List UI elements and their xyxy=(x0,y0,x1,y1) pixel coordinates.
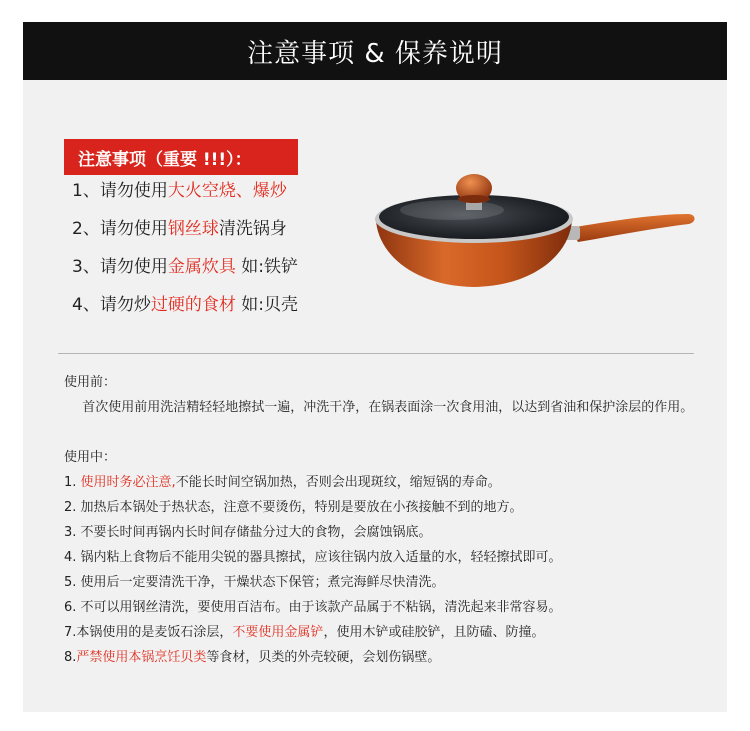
usage-item-number: 6. xyxy=(64,600,81,615)
warning-item xyxy=(72,254,298,292)
warning-item xyxy=(72,216,298,254)
warning-item xyxy=(72,292,298,330)
during-use-list xyxy=(64,470,704,670)
handle-shape xyxy=(570,214,695,242)
usage-item-text: 不能长时间空锅加热，否则会出现斑纹，缩短锅的寿命。 xyxy=(175,475,501,490)
usage-item-number: 4. xyxy=(64,550,81,565)
warning-item-number: 1、 xyxy=(72,181,100,201)
usage-item-highlight: 使用时务必注意, xyxy=(80,475,176,490)
warning-item-text: 请勿使用 xyxy=(99,219,168,239)
usage-item xyxy=(64,520,704,545)
usage-item-text: ，使用木铲或硅胶铲，且防磕、防撞。 xyxy=(323,625,545,640)
warning-item-text: 如:铁铲 xyxy=(235,257,298,277)
warning-item-text: 请勿使用 xyxy=(99,181,168,201)
usage-item xyxy=(64,645,704,670)
page-title: 注意事项 & 保养说明 xyxy=(247,38,503,69)
knob-base xyxy=(458,195,490,203)
usage-item-number: 7. xyxy=(64,625,77,640)
warning-item-text: 如:贝壳 xyxy=(235,295,298,315)
page-header xyxy=(23,22,727,80)
usage-item-text: 不可以用钢丝清洗，要使用百洁布。由于该款产品属于不粘锅，清洗起来非常容易。 xyxy=(80,600,562,615)
usage-item-text: 使用后一定要清洗干净，干燥状态下保管；煮完海鲜尽快清洗。 xyxy=(80,575,445,590)
usage-item-text: 不要长时间再锅内长时间存储盐分过大的食物，会腐蚀锅底。 xyxy=(80,525,432,540)
warning-item-text: 请勿炒 xyxy=(99,295,151,315)
usage-item-text: 锅内粘上食物后不能用尖锐的器具擦拭，应该往锅内放入适量的水，轻轻擦拭即可。 xyxy=(80,550,562,565)
usage-item-text: 等食材，贝类的外壳较硬，会划伤锅壁。 xyxy=(206,650,441,665)
usage-item xyxy=(64,470,704,495)
warning-item-highlight: 钢丝球 xyxy=(167,219,219,239)
usage-item-text: 本锅使用的是麦饭石涂层， xyxy=(76,625,233,640)
warning-badge-label: 注意事项（重要 !!!）： xyxy=(78,149,252,170)
warning-item-highlight: 过硬的食材 xyxy=(150,295,236,315)
usage-item xyxy=(64,545,704,570)
usage-item-text: 加热后本锅处于热状态，注意不要烫伤，特别是要放在小孩接触不到的地方。 xyxy=(80,500,523,515)
usage-item-number: 5. xyxy=(64,575,81,590)
warning-item-text: 请勿使用 xyxy=(99,257,168,277)
usage-item-number: 8. xyxy=(64,650,77,665)
warning-item-highlight: 大火空烧、爆炒 xyxy=(167,181,287,201)
usage-item xyxy=(64,595,704,620)
usage-item-number: 3. xyxy=(64,525,81,540)
usage-item-number: 2. xyxy=(64,500,81,515)
usage-item-number: 1. xyxy=(64,475,81,490)
warning-item-number: 3、 xyxy=(72,257,100,277)
usage-item-highlight: 不要使用金属铲 xyxy=(232,625,324,640)
care-instructions xyxy=(64,370,704,670)
warning-item-text: 清洗锅身 xyxy=(218,219,287,239)
warning-item-number: 4、 xyxy=(72,295,100,315)
warning-item-number: 2、 xyxy=(72,219,100,239)
warning-item-highlight: 金属炊具 xyxy=(167,257,236,277)
usage-item xyxy=(64,570,704,595)
before-use-title: 使用前： xyxy=(64,375,117,390)
during-use-title: 使用中： xyxy=(64,450,117,465)
section-divider xyxy=(58,353,694,354)
before-use-text: 首次使用前用洗洁精轻轻地擦拭一遍，冲洗干净，在锅表面涂一次食用油，以达到省油和保护涂层的作用。 xyxy=(82,400,694,415)
usage-item xyxy=(64,495,704,520)
wok-product-image xyxy=(364,162,698,292)
lid-reflection xyxy=(400,200,504,220)
warning-badge xyxy=(64,139,298,175)
usage-item-highlight: 严禁使用本锅烹饪贝类 xyxy=(76,650,207,665)
warning-item xyxy=(72,178,298,216)
warning-list xyxy=(72,178,298,330)
usage-item xyxy=(64,620,704,645)
